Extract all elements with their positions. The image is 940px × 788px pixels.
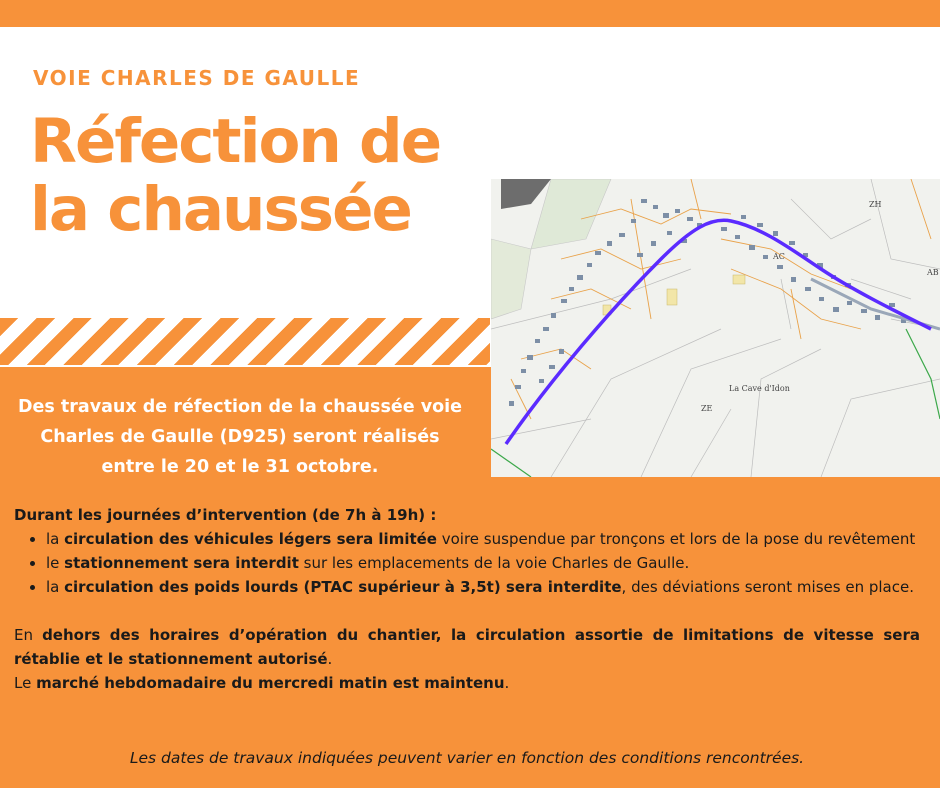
map-drawing	[491, 179, 940, 477]
map-label: ZE	[701, 404, 713, 413]
list-item-emphasis: circulation des poids lourds (PTAC supérieur à 3,5t) sera interdite	[64, 578, 622, 596]
hazard-stripes	[0, 318, 490, 365]
map-label: La Cave d'Idon	[729, 384, 790, 393]
list-item: • la circulation des véhicules légers sera limitée voire suspendue par tronçons et lors de la pose du revêtement	[46, 527, 920, 551]
details-heading: Durant les journées d’intervention (de 7h à 19h) :	[14, 506, 437, 524]
restrictions-list	[14, 527, 920, 599]
list-item-emphasis: stationnement sera interdit	[64, 554, 299, 572]
disclaimer-note: Les dates de travaux indiquées peuvent varier en fonction des conditions rencontrées.	[129, 749, 805, 767]
traffic-paragraph: En dehors des horaires d’opération du chantier, la circulation assortie de limitations de vitesse sera rétablie et le stationnement autorisé.	[14, 626, 920, 668]
market-paragraph: Le marché hebdomadaire du mercredi matin est maintenu.	[14, 674, 510, 692]
map-label: ZH	[869, 200, 882, 209]
list-item-emphasis: circulation des véhicules légers sera limitée	[64, 530, 437, 548]
cadastral-map	[491, 179, 940, 477]
map-label: AB	[927, 268, 939, 277]
page-title: Réfection de la chaussée	[30, 106, 441, 245]
map-label: AC	[773, 252, 785, 261]
list-item: • la circulation des poids lourds (PTAC supérieur à 3,5t) sera interdite, des déviations seront mises en place.	[46, 575, 920, 599]
spacer	[14, 599, 920, 623]
list-item: • le stationnement sera interdit sur les emplacements de la voie Charles de Gaulle.	[46, 551, 920, 575]
details-section	[14, 503, 920, 695]
intro-text: Des travaux de réfection de la chaussée voie Charles de Gaulle (D925) seront réalisés entre le 20 et le 31 octobre.	[18, 397, 462, 477]
street-subtitle: VOIE CHARLES DE GAULLE	[33, 66, 361, 90]
